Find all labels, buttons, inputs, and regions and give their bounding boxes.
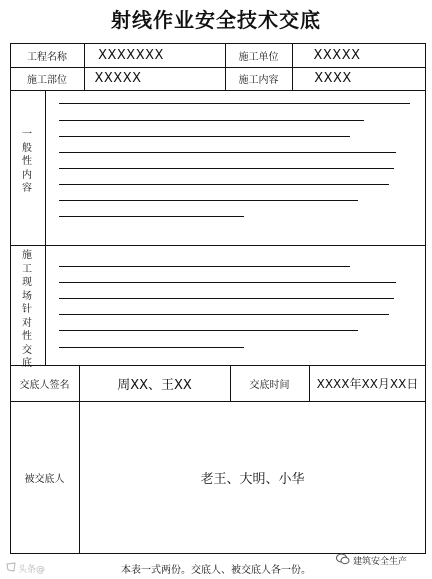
blank-line (59, 216, 244, 217)
discloser-label: 交底人签名 (19, 379, 70, 391)
project-name-value: XXXXXXX (98, 47, 164, 63)
contractor-label: 施工单位 (238, 51, 279, 63)
disclosure-time-value: XXXX年XX月XX日 (316, 376, 419, 391)
blank-line (59, 266, 350, 267)
blank-line (59, 298, 394, 299)
blank-line (59, 184, 389, 185)
blank-line (59, 103, 410, 104)
blank-line (59, 314, 389, 315)
blank-line (59, 282, 396, 283)
watermark-right-text: 建筑安全生产 (353, 557, 408, 567)
section-divider (45, 90, 46, 365)
blank-line (59, 152, 396, 153)
position-value: XXXXX (94, 71, 142, 86)
row-divider (10, 90, 426, 91)
chat-bubble-icon (336, 553, 350, 568)
receiver-value: 老王、大明、小华 (200, 472, 305, 487)
content-label: 施工内容 (238, 75, 279, 86)
watermark-left-text: 头条@ (18, 565, 46, 575)
toutiao-icon (6, 562, 16, 575)
site-specific-label: 施 工 现 场 针 对 性 交 底 (22, 250, 32, 369)
blank-line (59, 347, 244, 348)
receiver-label: 被交底人 (24, 474, 65, 485)
row-divider (10, 245, 426, 246)
document-title: 射线作业安全技术交底 (111, 8, 321, 32)
blank-line (59, 120, 364, 121)
discloser-value: 周XX、王XX (117, 377, 192, 393)
disclosure-time-label: 交底时间 (249, 379, 290, 391)
watermark-left (6, 562, 45, 575)
general-content-label: 一 般 性 内 容 (22, 129, 32, 194)
contractor-value: XXXXX (313, 47, 361, 63)
position-label: 施工部位 (27, 75, 67, 86)
content-value: XXXX (314, 71, 352, 86)
blank-line (59, 168, 394, 169)
blank-line (59, 330, 358, 331)
project-name-label: 工程名称 (27, 51, 67, 63)
blank-line (59, 200, 358, 201)
footer-note: 本表一式两份。交底人、被交底人各一份。 (121, 565, 311, 576)
watermark-right (336, 553, 407, 568)
blank-line (59, 136, 350, 137)
